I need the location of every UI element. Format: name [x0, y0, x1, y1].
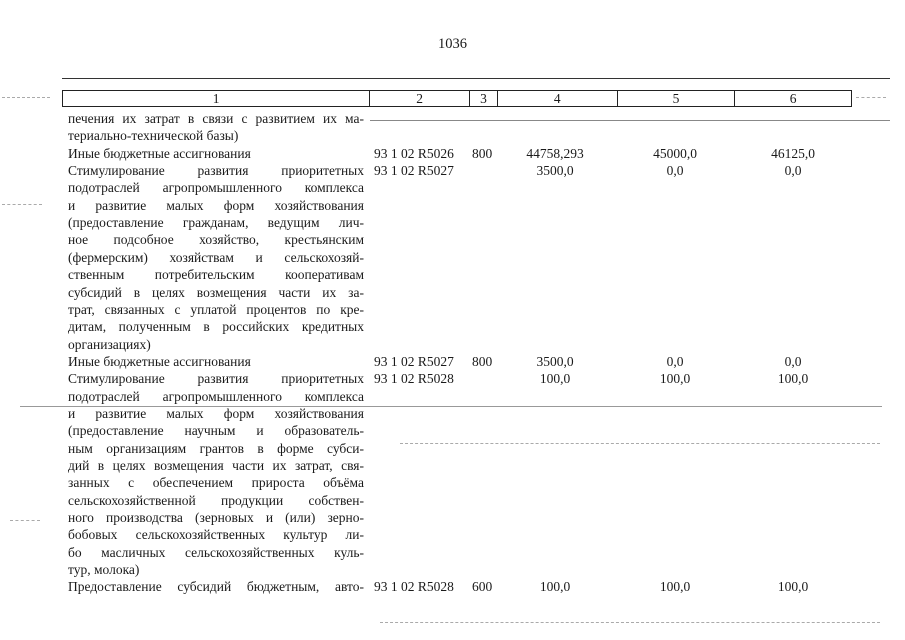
budget-code: 93 1 02 R5026	[374, 145, 454, 161]
table-header-row	[62, 90, 852, 107]
description-line: бо масличных сельскохозяйственных куль-	[68, 544, 364, 560]
description-line: трат, связанных с уплатой процентов по кре-	[68, 301, 364, 317]
page-number: 1036	[438, 36, 467, 52]
top-rule	[62, 78, 890, 79]
scan-artifact	[2, 204, 42, 205]
amount-col-6: 0,0	[784, 353, 802, 369]
header-col-1: 1	[212, 91, 220, 106]
description-line: териально-технической базы)	[68, 128, 239, 144]
amount-col-4: 100,0	[539, 579, 571, 595]
amount-col-6: 100,0	[777, 371, 809, 387]
amount-col-6: 100,0	[777, 579, 809, 595]
expense-type: 800	[472, 353, 493, 369]
description-line: организациях)	[68, 336, 151, 352]
budget-code: 93 1 02 R5028	[374, 371, 454, 387]
description-line: Предоставление субсидий бюджетным, авто-	[68, 579, 364, 595]
description-line: Иные бюджетные ассигнования	[68, 353, 251, 369]
description-line: занных с обеспечением прироста объёма	[68, 475, 364, 491]
header-col-6: 6	[734, 91, 851, 106]
scan-artifact	[856, 97, 886, 98]
description-line: тур, молока)	[68, 562, 140, 578]
amount-col-4: 100,0	[539, 371, 571, 387]
amount-col-5: 0,0	[666, 163, 684, 179]
scan-artifact	[380, 622, 880, 623]
header-col-3: 3	[469, 91, 497, 106]
amount-col-5: 100,0	[659, 579, 691, 595]
amount-col-4: 3500,0	[536, 353, 574, 369]
header-col-2: 2	[369, 91, 469, 106]
header-col-4: 4	[497, 91, 617, 106]
expense-type: 800	[472, 145, 493, 161]
description-line: Иные бюджетные ассигнования	[68, 145, 251, 161]
amount-col-5: 0,0	[666, 353, 684, 369]
description-line: дий в целях возмещения части их затрат, свя-	[68, 458, 364, 473]
description-line: подотраслей агропромышленного комплекса	[68, 388, 364, 404]
budget-code: 93 1 02 R5027	[374, 163, 454, 179]
description-line: печения их затрат в связи с развитием их ма-	[68, 111, 364, 126]
budget-code: 93 1 02 R5027	[374, 353, 454, 369]
description-line: ное подсобное хозяйство, крестьянским	[68, 232, 364, 248]
description-line: ного производства (зерновых и (или) зерно-	[68, 510, 364, 526]
scan-artifact	[2, 97, 50, 98]
description-line: и развитие малых форм хозяйствования	[68, 197, 364, 213]
expense-type: 600	[472, 579, 493, 595]
description-line: субсидий в целях возмещения части их за-	[68, 284, 364, 300]
description-line: Стимулирование развития приоритетных	[68, 371, 364, 387]
budget-code: 93 1 02 R5028	[374, 579, 454, 595]
description-line: ным организациям грантов в форме субси-	[68, 440, 364, 456]
amount-col-6: 46125,0	[771, 145, 815, 161]
description-line: подотраслей агропромышленного комплекса	[68, 180, 364, 196]
amount-col-4: 44758,293	[526, 145, 584, 161]
header-col-5: 5	[617, 91, 735, 106]
amount-col-4: 3500,0	[536, 163, 574, 179]
description-line: (предоставление гражданам, ведущим лич-	[68, 215, 364, 231]
amount-col-5: 45000,0	[653, 145, 697, 161]
description-line: (предоставление научным и образователь-	[68, 423, 364, 439]
description-line: ственным потребительским кооперативам	[68, 267, 364, 283]
description-line: сельскохозяйственной продукции собствен-	[68, 492, 364, 508]
description-line: и развитие малых форм хозяйствования	[68, 405, 364, 421]
amount-col-6: 0,0	[784, 163, 802, 179]
amount-col-5: 100,0	[659, 371, 691, 387]
description-line: (фермерским) хозяйствам и сельскохозяй-	[68, 249, 364, 265]
description-line: Стимулирование развития приоритетных	[68, 163, 364, 179]
scan-artifact	[400, 443, 880, 444]
description-line: бобовых сельскохозяйственных культур ли-	[68, 527, 364, 543]
scan-artifact	[370, 120, 890, 121]
description-line: дитам, полученным в российских кредитных	[68, 319, 364, 335]
scan-artifact	[10, 520, 40, 521]
